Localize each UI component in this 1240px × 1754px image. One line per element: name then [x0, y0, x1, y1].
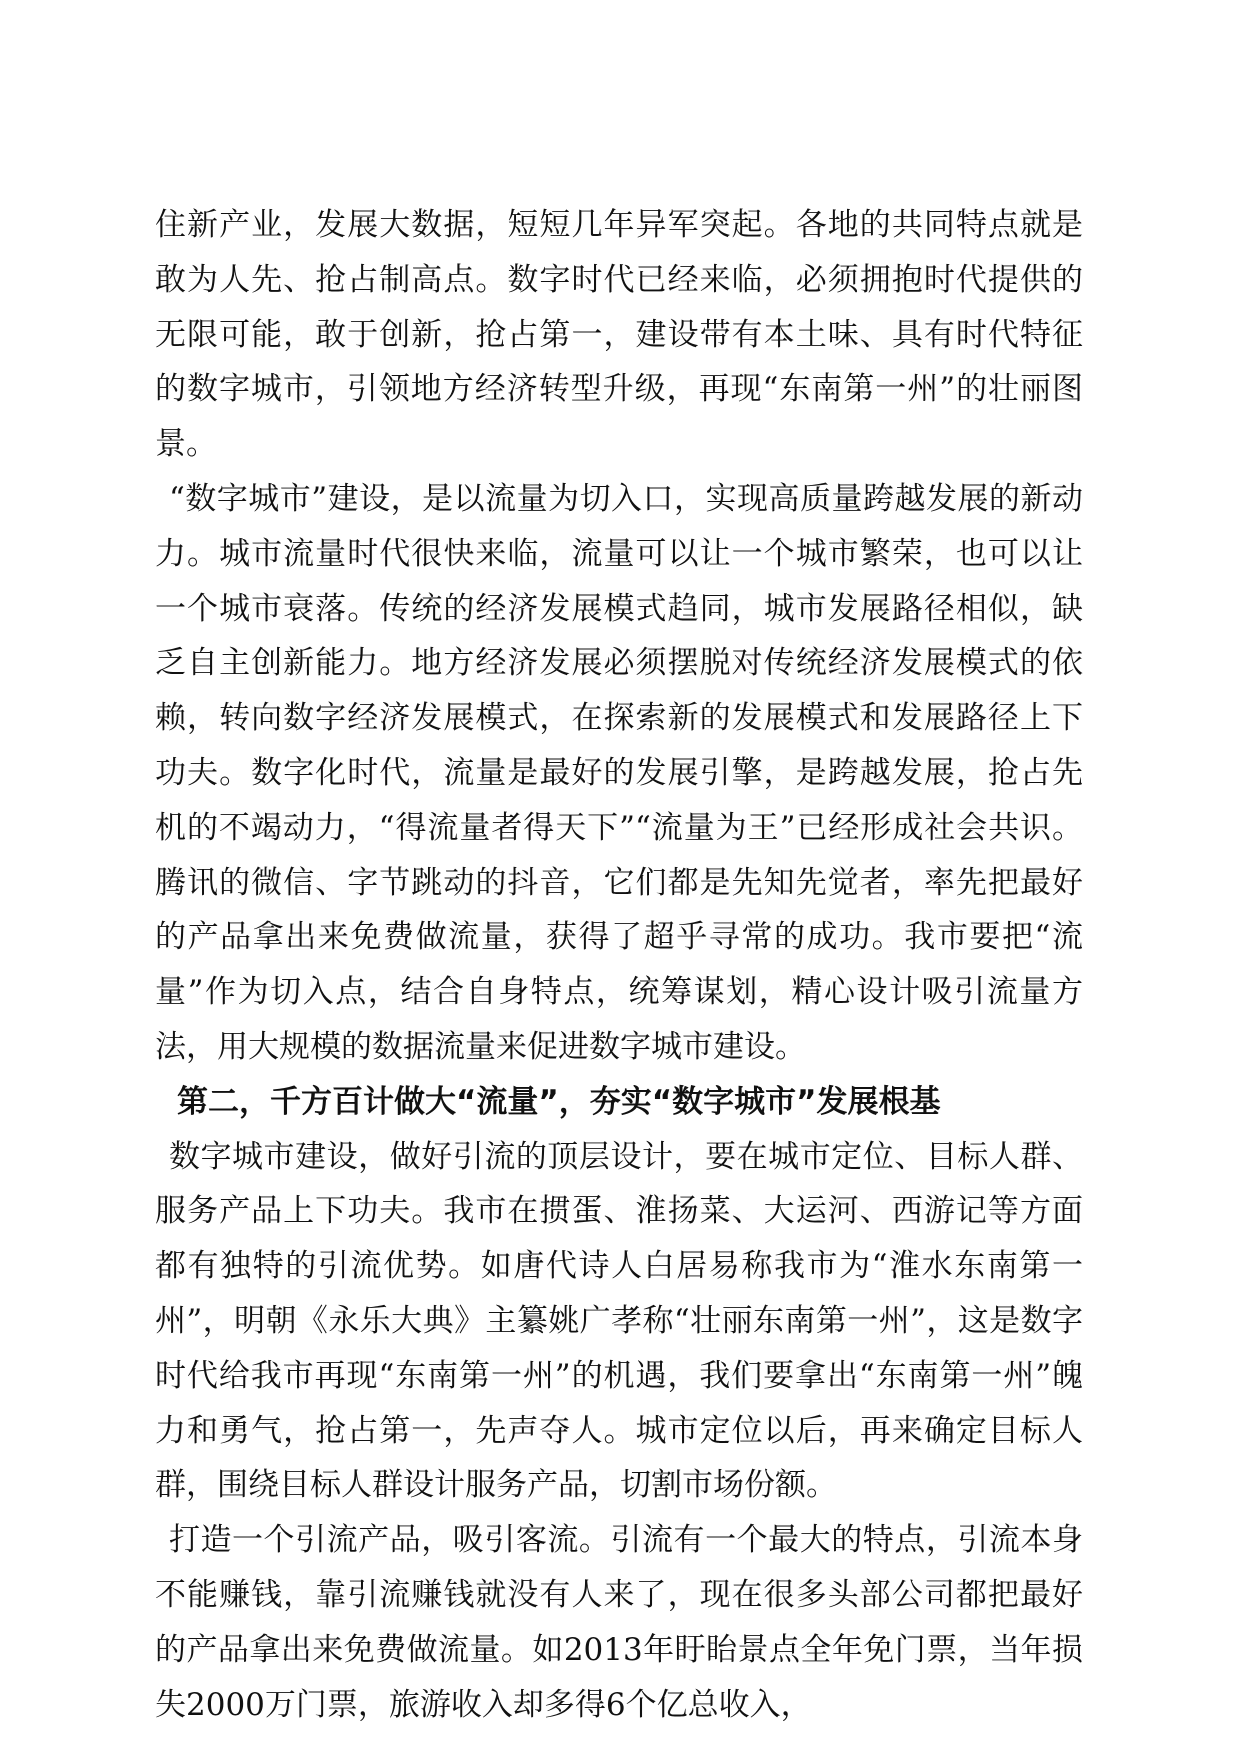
paragraph-traffic-product: 打造一个引流产品，吸引客流。引流有一个最大的特点，引流本身不能赚钱，靠引流赚钱就没有人来了，现在很多头部公司都把最好的产品拿出来免费做流量。如2013年盱眙景点全年免门票，当年损失2000万门票，旅游收入却多得6个亿总收入， [155, 1522, 1083, 1723]
document-body [155, 198, 1083, 1732]
paragraph-digital-era: 住新产业，发展大数据，短短几年异军突起。各地的共同特点就是敢为人先、抢占制高点。数字时代已经来临，必须拥抱时代提供的无限可能，敢于创新，抢占第一，建设带有本土味、具有时代特征的数字城市，引领地方经济转型升级，再现“东南第一州”的壮丽图景。 [155, 207, 1083, 463]
paragraph-top-level-design: 数字城市建设，做好引流的顶层设计，要在城市定位、目标人群、服务产品上下功夫。我市在掼蛋、淮扬菜、大运河、西游记等方面都有独特的引流优势。如唐代诗人白居易称我市为“淮水东南第一州”，明朝《永乐大典》主纂姚广孝称“壮丽东南第一州”，这是数字时代给我市再现“东南第一州”的机遇，我们要拿出“东南第一州”魄力和勇气，抢占第一，先声夺人。城市定位以后，再来确定目标人群，围绕目标人群设计服务产品，切割市场份额。 [155, 1138, 1083, 1504]
paragraph-traffic-entry: “数字城市”建设，是以流量为切入口，实现高质量跨越发展的新动力。城市流量时代很快来临，流量可以让一个城市繁荣，也可以让一个城市衰落。传统的经济发展模式趋同，城市发展路径相似，缺乏自主创新能力。地方经济发展必须摆脱对传统经济发展模式的依赖，转向数字经济发展模式，在探索新的发展模式和发展路径上下功夫。数字化时代，流量是最好的发展引擎，是跨越发展，抢占先机的不竭动力，“得流量者得天下”“流量为王”已经形成社会共识。腾讯的微信、字节跳动的抖音，它们都是先知先觉者，率先把最好的产品拿出来免费做流量，获得了超乎寻常的成功。我市要把“流量”作为切入点，结合自身特点，统筹谋划，精心设计吸引流量方法，用大规模的数据流量来促进数字城市建设。 [155, 480, 1083, 1065]
section-heading-second: 第二，千方百计做大“流量”，夯实“数字城市”发展根基 [177, 1083, 941, 1120]
